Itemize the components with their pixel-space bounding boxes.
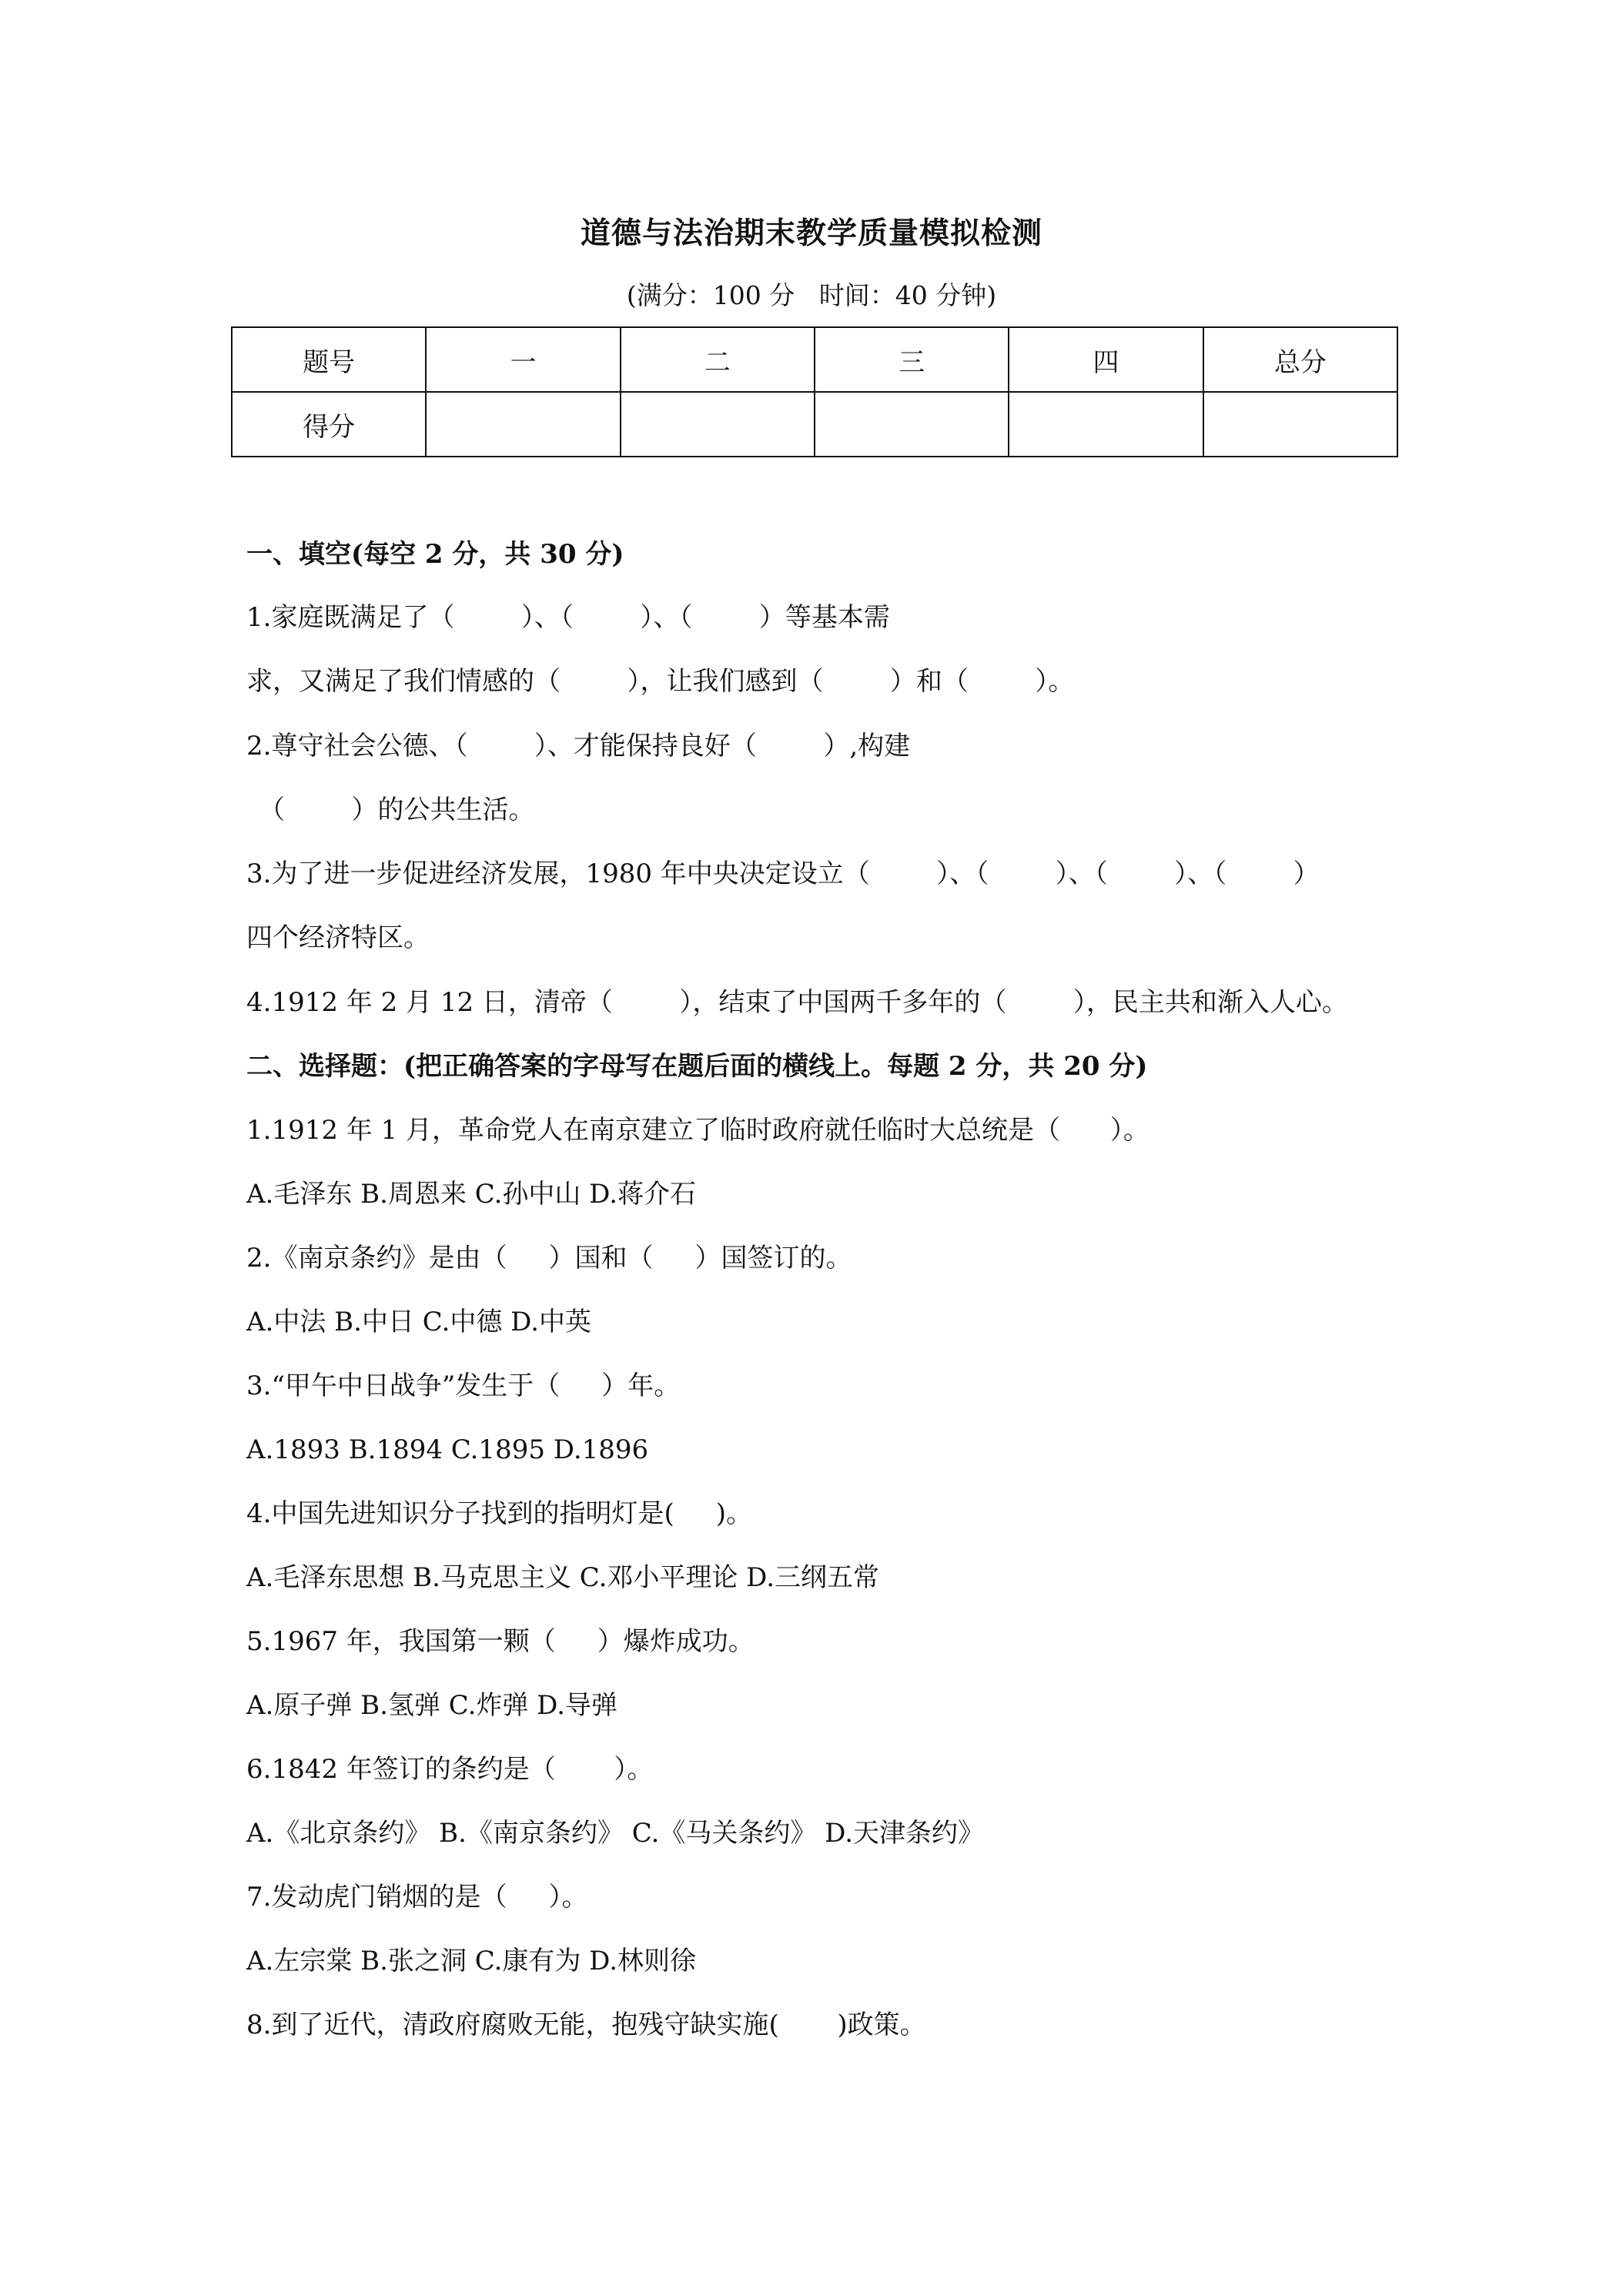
section1-q1-line2: 求，又满足了我们情感的（ ），让我们感到（ ）和（ ）。 bbox=[246, 666, 1075, 697]
section2-q7-options: A.左宗棠 B.张之洞 C.康有为 D.林则徐 bbox=[246, 1946, 697, 1976]
section1-q4-line1: 4.1912 年 2 月 12 日，清帝（ ），结束了中国两千多年的（ ），民主共和渐入人心。 bbox=[246, 987, 1348, 1018]
section2-q4: 4.中国先进知识分子找到的指明灯是( )。 bbox=[246, 1498, 753, 1529]
section1-q1-line1: 1.家庭既满足了（ ）、（ ）、（ ）等基本需 bbox=[246, 602, 890, 633]
section2-q3-options: A.1893 B.1894 C.1895 D.1896 bbox=[246, 1434, 649, 1465]
section2-q7: 7.发动虎门销烟的是（ ）。 bbox=[246, 1882, 588, 1913]
score-table-header-cell: 总分 bbox=[1203, 327, 1397, 392]
section2-q1-options: A.毛泽东 B.周恩来 C.孙中山 D.蒋介石 bbox=[246, 1179, 697, 1210]
score-cell[interactable] bbox=[1009, 392, 1203, 457]
section1-q3-line1: 3.为了进一步促进经济发展，1980 年中央决定设立（ ）、（ ）、（ ）、（ ） bbox=[246, 858, 1320, 889]
section2-q6-options: A.《北京条约》 B.《南京条约》 C.《马关条约》 D.天津条约》 bbox=[246, 1818, 985, 1849]
section1-q2-line2: （ ）的公共生活。 bbox=[259, 795, 535, 825]
section2-q3: 3.“甲午中日战争”发生于（ ）年。 bbox=[246, 1371, 681, 1401]
score-cell[interactable] bbox=[621, 392, 815, 457]
score-table-header-cell: 四 bbox=[1009, 327, 1203, 392]
section2-q5: 5.1967 年，我国第一颗（ ）爆炸成功。 bbox=[246, 1626, 755, 1657]
section2-q4-options: A.毛泽东思想 B.马克思主义 C.邓小平理论 D.三纲五常 bbox=[246, 1562, 880, 1593]
section2-q5-options: A.原子弹 B.氢弹 C.炸弹 D.导弹 bbox=[246, 1690, 618, 1721]
score-row-label: 得分 bbox=[232, 392, 426, 457]
score-table-score-row bbox=[232, 392, 1397, 457]
section2-q8: 8.到了近代，清政府腐败无能，抱残守缺实施( )政策。 bbox=[246, 2010, 926, 2040]
exam-subtitle: (满分：100 分 时间：40 分钟) bbox=[626, 280, 997, 310]
exam-title: 道德与法治期末教学质量模拟检测 bbox=[580, 216, 1042, 251]
section1-heading: 一、填空(每空 2 分，共 30 分) bbox=[246, 539, 624, 570]
section2-q2-options: A.中法 B.中日 C.中德 D.中英 bbox=[246, 1307, 592, 1337]
score-cell[interactable] bbox=[815, 392, 1009, 457]
section1-q2-line1: 2.尊守社会公德、（ ）、才能保持良好（ ）,构建 bbox=[246, 731, 911, 761]
section2-q1: 1.1912 年 1 月，革命党人在南京建立了临时政府就任临时大总统是（ ）。 bbox=[246, 1115, 1149, 1146]
score-table bbox=[231, 326, 1398, 457]
score-cell[interactable] bbox=[426, 392, 620, 457]
section2-heading: 二、选择题：(把正确答案的字母写在题后面的横线上。每题 2 分，共 20 分) bbox=[246, 1051, 1148, 1082]
score-cell[interactable] bbox=[1203, 392, 1397, 457]
score-table-header-row bbox=[232, 327, 1397, 392]
score-table-header-cell: 三 bbox=[815, 327, 1009, 392]
score-table-header-cell: 一 bbox=[426, 327, 620, 392]
score-table-header-cell: 题号 bbox=[232, 327, 426, 392]
section1-q3-line2: 四个经济特区。 bbox=[246, 922, 430, 953]
section2-q6: 6.1842 年签订的条约是（ ）。 bbox=[246, 1754, 654, 1785]
section2-q2: 2.《南京条约》是由（ ）国和（ ）国签订的。 bbox=[246, 1243, 852, 1274]
score-table-header-cell: 二 bbox=[621, 327, 815, 392]
